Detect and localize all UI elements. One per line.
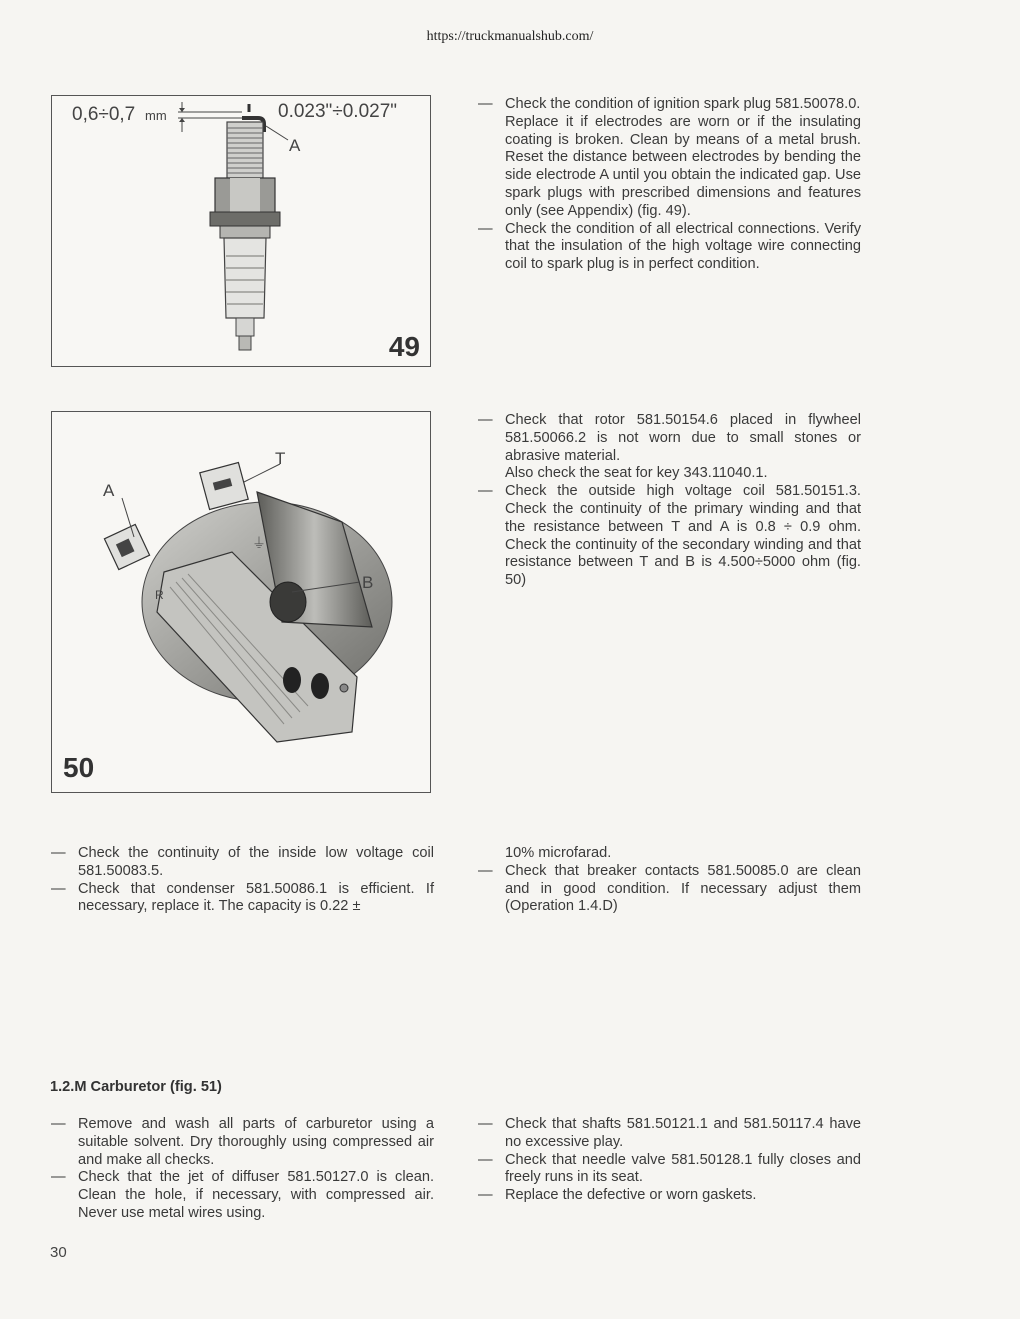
gap-mm-label: 0,6÷0,7 (72, 104, 136, 125)
text-block-spark-plug (478, 96, 861, 274)
figure-49-spark-plug (51, 95, 431, 367)
item-text: Check that condenser 581.50086.1 is efficient. If necessary, replace it. The capacity is 0.22 ± (78, 880, 434, 915)
list-item (478, 412, 861, 465)
spark-plug-illustration (52, 96, 430, 366)
list-item (478, 1187, 861, 1205)
item-text: Check that rotor 581.50154.6 placed in flywheel 581.50066.2 is not worn due to small stones or abrasive material. (505, 412, 861, 464)
figure-50-ignition-coil (51, 411, 431, 793)
gap-inch-label: 0.023"÷0.027" (278, 101, 398, 122)
bullet-dash: — (478, 1116, 493, 1132)
bullet-dash: — (478, 483, 493, 500)
gap-mm-unit: mm (145, 108, 167, 123)
figure-number: 49 (388, 331, 420, 362)
item-text: Check that shafts 581.50121.1 and 581.50117.4 have no excessive play. (505, 1116, 861, 1150)
bullet-dash: — (478, 96, 493, 112)
text-block-carburetor-right (478, 1116, 861, 1205)
item-text: Check that needle valve 581.50128.1 fully closes and freely runs in its seat. (505, 1151, 861, 1186)
list-item (478, 465, 861, 483)
bullet-dash: — (478, 1187, 493, 1204)
item-text: Remove and wash all parts of carburetor using a suitable solvent. Dry thoroughly using compressed air and make all checks. (78, 1116, 434, 1168)
terminal-t-label: T (275, 449, 286, 468)
text-block-breaker (478, 845, 861, 916)
text-block-coil (478, 412, 861, 590)
item-text: Also check the seat for key 343.11040.1. (505, 465, 768, 482)
terminal-r-label: R (155, 588, 164, 602)
item-text: Replace it if electrodes are worn or if the insulating coating is broken. Clean by means of a metal brush. Reset the distance between electrodes by bending the side electrode A until you obtain the indicated gap. Use spark plugs with prescribed dimensions and features only (see Appendix) (fig. 49). (505, 113, 861, 219)
list-item (51, 881, 434, 917)
ignition-coil-illustration (52, 412, 430, 792)
terminal-a-label: A (103, 481, 115, 500)
electrode-a-label: A (289, 136, 301, 155)
bullet-dash: — (478, 220, 493, 237)
bullet-dash: — (51, 1116, 66, 1132)
list-item (478, 96, 861, 114)
list-item (478, 1152, 861, 1188)
item-text: Check the condition of ignition spark plug 581.50078.0. (505, 96, 861, 112)
list-item (51, 845, 434, 881)
bullet-dash: — (478, 862, 493, 879)
list-item (478, 483, 861, 590)
list-item (478, 114, 861, 221)
bullet-dash: — (51, 1169, 66, 1186)
item-text: 10% microfarad. (505, 845, 612, 861)
bullet-dash: — (478, 412, 493, 428)
item-text: Replace the defective or worn gaskets. (505, 1187, 757, 1204)
list-item (478, 221, 861, 274)
item-text: Check the outside high voltage coil 581.50151.3. Check the continuity of the primary winding and that the resistance between T and A is 0.8 ÷ 0.9 ohm. Check the continuity of the secondary winding and that resistance between T and B is 4.500÷5000 ohm (fig. 50) (505, 483, 861, 589)
list-item (478, 863, 861, 916)
item-text: Check the condition of all electrical connections. Verify that the insulation of the high voltage wire connecting coil to spark plug is in perfect condition. (505, 220, 861, 273)
item-text: Check that breaker contacts 581.50085.0 are clean and in good condition. If necessary adjust them (Operation 1.4.D) (505, 862, 861, 915)
bullet-dash: — (478, 1151, 493, 1168)
text-block-low-voltage (51, 845, 434, 916)
bullet-dash: — (51, 845, 66, 861)
list-item (478, 1116, 861, 1152)
figure-number: 50 (63, 752, 95, 783)
list-item (51, 1116, 434, 1169)
item-text: Check the continuity of the inside low voltage coil 581.50083.5. (78, 845, 434, 879)
bullet-dash: — (51, 880, 66, 897)
svg-text:⏚: ⏚ (252, 535, 266, 551)
text-block-carburetor-left (51, 1116, 434, 1223)
source-url[interactable]: https://truckmanualshub.com/ (426, 29, 594, 44)
item-text: Check that the jet of diffuser 581.50127.0 is clean. Clean the hole, if necessary, with compressed air. Never use metal wires using. (78, 1169, 434, 1221)
page-number: 30 (50, 1244, 67, 1261)
section-heading: 1.2.M Carburetor (fig. 51) (50, 1079, 222, 1095)
list-item (478, 845, 861, 863)
list-item (51, 1169, 434, 1222)
terminal-b-label: B (362, 573, 374, 592)
